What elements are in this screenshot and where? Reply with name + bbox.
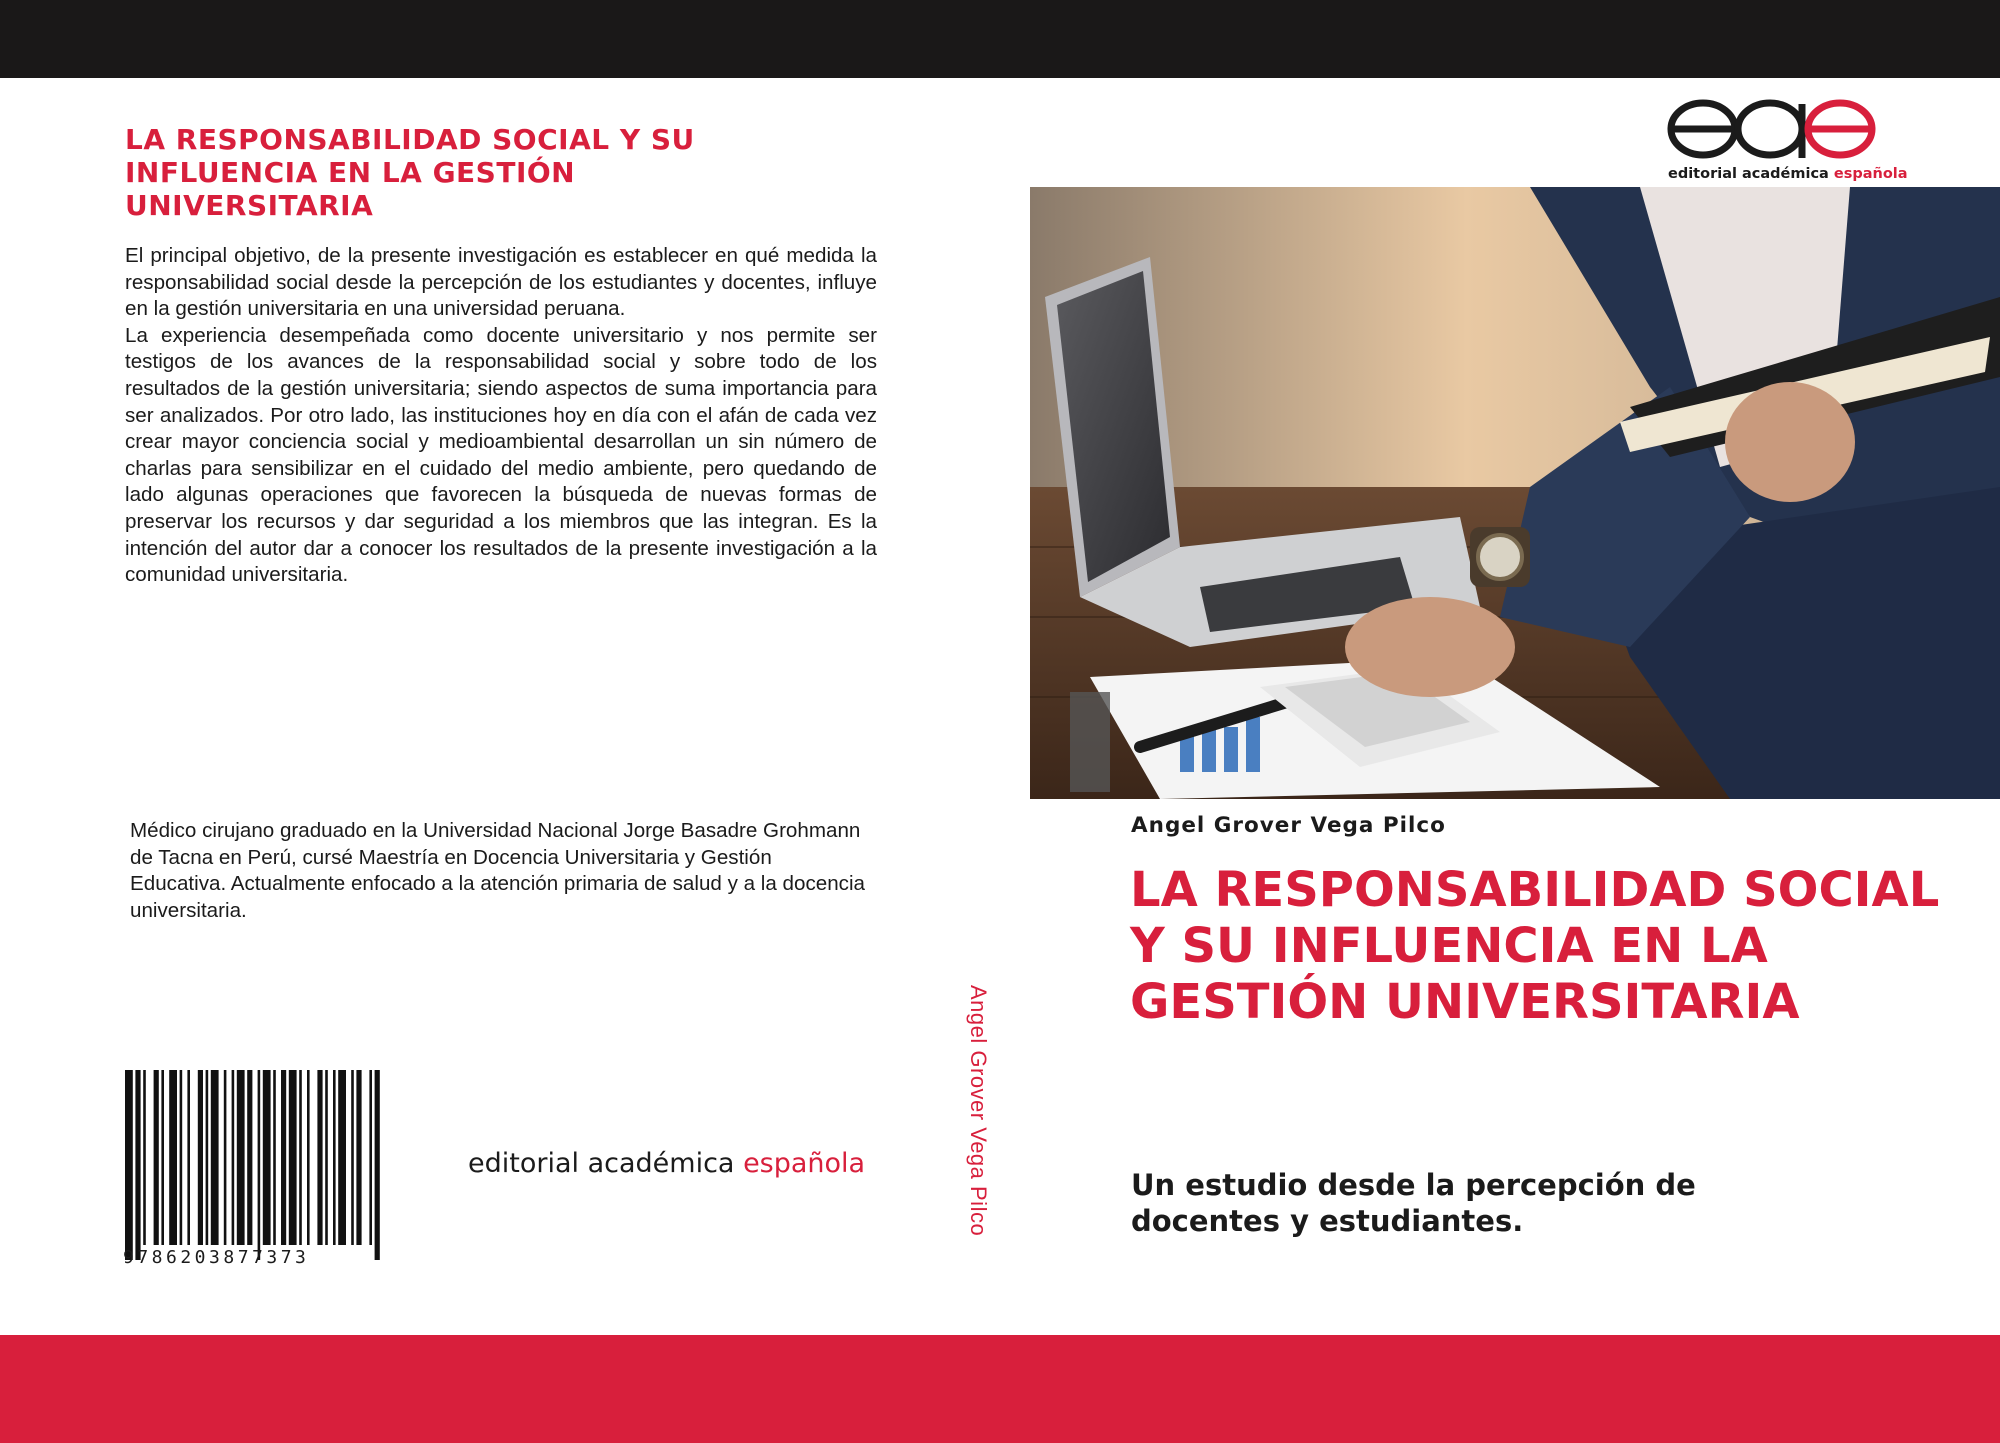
barcode-bar <box>299 1070 302 1245</box>
cover-photo <box>1030 187 2000 799</box>
barcode-bar <box>258 1070 261 1260</box>
isbn-number: 9786203877373 <box>123 1247 310 1268</box>
barcode-bar <box>375 1070 380 1260</box>
barcode-bar <box>325 1070 328 1245</box>
barcode-bar <box>317 1070 322 1245</box>
barcode-bar <box>198 1070 203 1245</box>
barcode-bar <box>143 1070 146 1245</box>
logo-wordmark <box>1668 166 1908 182</box>
barcode-bar <box>154 1070 159 1245</box>
logo-wordmark-main: editorial académica <box>1668 166 1834 182</box>
back-publisher-name <box>468 1148 865 1179</box>
logo-wordmark-accent: española <box>1833 166 1908 182</box>
barcode-bar <box>281 1070 286 1245</box>
description-paragraph: La experiencia desempeñada como docente universitario y nos permite ser testigos de los avances de la responsabilidad social y sobre todo de los resultados de la gestión universitaria; siendo aspectos de suma importancia para ser analizados. Por otro lado, las instituciones hoy en día con el afán de cada vez crear mayor conciencia social y medioambiental desarrollan un sin número de charlas para sensibilizar en el cuidado del medio ambiente, pero quedando de lado algunas operaciones que favorecen la búsqueda de nuevas formas de preservar los recursos y dar seguridad a los miembros que las integran. Es la intención del autor dar a conocer los resultados de la presente investigación a la comunidad universitaria. <box>125 323 877 587</box>
barcode-bar <box>289 1070 297 1245</box>
front-cover-subtitle: Un estudio desde la percepción de docentes y estudiantes. <box>1131 1168 1696 1238</box>
barcode-bar <box>180 1070 183 1245</box>
back-cover-description <box>125 243 877 589</box>
barcode-bar <box>273 1070 276 1245</box>
barcode-bar <box>247 1070 252 1245</box>
barcode-bar <box>211 1070 219 1245</box>
barcode-bar <box>237 1070 245 1245</box>
barcode-bar <box>351 1070 354 1245</box>
barcode-bar <box>206 1070 209 1245</box>
barcode-bar <box>169 1070 177 1245</box>
bottom-red-band <box>0 1335 2000 1443</box>
publisher-name-main: editorial académica <box>468 1148 744 1179</box>
isbn-barcode <box>125 1070 450 1270</box>
front-cover-title: LA RESPONSABILIDAD SOCIAL Y SU INFLUENCIA EN LA GESTIÓN UNIVERSITARIA <box>1130 862 1940 1030</box>
publisher-name-accent: española <box>743 1148 866 1179</box>
spine-author: Angel Grover Vega Pilco <box>966 985 991 1237</box>
barcode-bar <box>232 1070 235 1245</box>
barcode-bar <box>369 1070 372 1245</box>
barcode-bar <box>333 1070 336 1245</box>
barcode-bar <box>263 1070 271 1245</box>
barcode-bar <box>187 1070 190 1245</box>
description-paragraph: El principal objetivo, de la presente investigación es establecer en qué medida la responsabilidad social desde la percepción de los estudiantes y docentes, influye en la gestión universitaria en una universidad peruana. <box>125 244 877 321</box>
top-dark-band <box>0 0 2000 78</box>
barcode-bar <box>356 1070 361 1245</box>
barcode-bar <box>135 1070 140 1260</box>
barcode-bar <box>307 1070 310 1245</box>
barcode-bar <box>161 1070 164 1245</box>
barcode-bar <box>125 1070 133 1260</box>
barcode-bar <box>224 1070 227 1245</box>
author-biography: Médico cirujano graduado en la Universidad Nacional Jorge Basadre Grohmann de Tacna en Perú, cursé Maestría en Docencia Universitaria y Gestión Educativa. Actualmente enfocado a la atención primaria de salud y a la docencia universitaria. <box>130 819 865 922</box>
front-author-name: Angel Grover Vega Pilco <box>1131 813 1446 838</box>
barcode-bar <box>338 1070 346 1245</box>
back-cover-title: LA RESPONSABILIDAD SOCIAL Y SU INFLUENCIA EN LA GESTIÓN UNIVERSITARIA <box>125 123 695 222</box>
